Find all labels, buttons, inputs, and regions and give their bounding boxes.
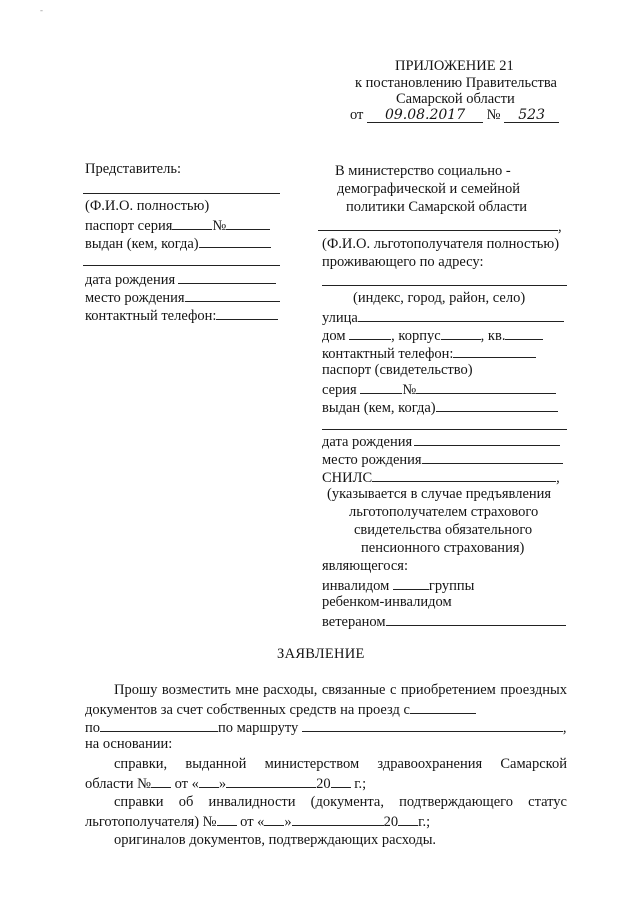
- issued-field: [199, 233, 271, 248]
- series-number-field: [416, 379, 556, 394]
- building-label: , корпус: [391, 328, 441, 344]
- ref2-day-field: [264, 811, 284, 826]
- applicant-series: [322, 379, 556, 399]
- house-field: [349, 325, 391, 340]
- representative-birth-date: [85, 269, 276, 289]
- representative-phone: [85, 305, 278, 325]
- travel-from-field: [410, 699, 476, 714]
- applicant-birth-place-label: место рождения: [322, 452, 422, 468]
- ref2-text: справки об инвалидности (документа, подтверждающего статус: [114, 794, 567, 810]
- appendix-line1: к постановлению Правительства: [355, 75, 557, 91]
- ref1-number-field: [151, 773, 171, 788]
- applicant-house: [322, 325, 543, 345]
- applicant-residing: проживающего по адресу:: [322, 254, 484, 270]
- series-number-label: №: [402, 382, 417, 398]
- applicant-birth-place-field: [422, 449, 563, 464]
- snils-field: [372, 467, 556, 482]
- ref2-month-field: [292, 811, 384, 826]
- street-label: улица: [322, 310, 358, 326]
- ref1-quote: »: [218, 776, 227, 792]
- passport-number-label: №: [212, 218, 227, 234]
- house-label: дом: [322, 328, 346, 344]
- applicant-phone: [322, 343, 536, 363]
- appendix-line2: Самарской области: [396, 91, 515, 107]
- applicant-issued-field: [436, 397, 558, 412]
- representative-issued-line2: [83, 265, 280, 266]
- applicant-disabled: [322, 575, 474, 595]
- ref2-number-label: льготополучателя) №: [85, 814, 217, 830]
- addressee-line1: В министерство социально -: [335, 163, 511, 179]
- representative-passport: [85, 215, 270, 235]
- ref1-line1: [114, 755, 567, 773]
- applicant-phone-label: контактный телефон:: [322, 346, 454, 362]
- applicant-issued-label: выдан (кем, когда): [322, 400, 436, 416]
- representative-name-line: [83, 193, 280, 194]
- snils-note-4: пенсионного страхования): [361, 540, 525, 556]
- representative-birth-place: [85, 287, 280, 307]
- ref2-quote: »: [284, 814, 292, 830]
- number-sign: №: [486, 107, 501, 123]
- snils-note-1: (указывается в случае предъявления: [327, 486, 552, 502]
- ref2-year-field: [398, 811, 418, 826]
- ref1-day-field: [199, 773, 219, 788]
- applicant-birth-date-field: [414, 431, 560, 446]
- street-field: [358, 307, 564, 322]
- address-line: [322, 285, 567, 286]
- ref1-month-field: [226, 773, 316, 788]
- route-comma: ,: [562, 720, 567, 736]
- ref2-year-label: 20: [383, 814, 399, 830]
- appendix-title: ПРИЛОЖЕНИЕ 21: [395, 58, 514, 74]
- ref2-line1: [114, 793, 567, 811]
- para1-text: Прошу возместить мне расходы, связанные с приобретением проездных документов за счет собственных средств на проезд с: [85, 682, 567, 718]
- applicant-passport: паспорт (свидетельство): [322, 362, 473, 378]
- corner-mark: -: [40, 5, 43, 15]
- snils-note-3: свидетельства обязательного: [354, 522, 533, 538]
- ref1-year-field: [331, 773, 351, 788]
- representative-fio-caption: (Ф.И.О. полностью): [85, 198, 210, 214]
- veteran-field: [386, 611, 566, 626]
- ref2-from-label: от «: [240, 814, 265, 830]
- disability-group-field: [393, 575, 429, 590]
- travel-to-field: [100, 717, 218, 732]
- ref1-text: справки, выданной министерством здравоохранения Самарской: [114, 756, 567, 772]
- applicant-street: [322, 307, 564, 327]
- date-handwritten: 09.08.2017: [367, 106, 483, 123]
- applicant-issued: [322, 397, 558, 417]
- applicant-birth-place: [322, 449, 563, 469]
- ref2-number-field: [217, 811, 237, 826]
- ref3: оригиналов документов, подтверждающих расходы.: [114, 832, 437, 848]
- to-label: по: [85, 720, 101, 736]
- birth-date-field: [178, 269, 276, 284]
- statement-route-line: [85, 717, 567, 737]
- ref1-from-label: от «: [174, 776, 199, 792]
- passport-series-field: [172, 215, 212, 230]
- disabled-label: инвалидом: [322, 578, 390, 594]
- addressee-line2: демографической и семейной: [337, 181, 521, 197]
- route-field: [302, 717, 563, 732]
- applicant-birth-date: [322, 431, 560, 451]
- representative-issued: [85, 233, 271, 253]
- applicant-child-disabled: ребенком-инвалидом: [322, 594, 452, 610]
- applicant-birth-date-label: дата рождения: [322, 434, 413, 450]
- appendix-date-line: [350, 106, 559, 124]
- addressee-line3: политики Самарской области: [346, 199, 528, 215]
- phone-field: [216, 305, 278, 320]
- snils-comma: ,: [556, 470, 560, 486]
- phone-label: контактный телефон:: [85, 308, 217, 324]
- ref1-year-label: 20: [316, 776, 331, 792]
- address-caption: (индекс, город, район, село): [353, 290, 526, 306]
- route-label: по маршруту: [218, 720, 299, 736]
- series-label: серия: [322, 382, 357, 398]
- snils-note-2: льготополучателем страхового: [349, 504, 539, 520]
- date-prefix: от: [350, 107, 364, 123]
- applicant-being: являющегося:: [322, 558, 408, 574]
- statement-basis: на основании:: [85, 736, 173, 752]
- statement-para1: [85, 681, 567, 719]
- representative-label: Представитель:: [85, 161, 181, 177]
- group-label: группы: [428, 578, 475, 594]
- birth-place-field: [185, 287, 280, 302]
- applicant-phone-field: [453, 343, 536, 358]
- veteran-label: ветераном: [322, 614, 386, 630]
- applicant-name-field: [318, 216, 558, 231]
- ref1-g: г.;: [354, 776, 367, 792]
- applicant-snils: [322, 467, 560, 487]
- apartment-field: [505, 325, 543, 340]
- applicant-name-line: [318, 216, 562, 236]
- apartment-label: , кв.: [480, 328, 506, 344]
- passport-series-label: паспорт серия: [85, 218, 173, 234]
- applicant-veteran: [322, 611, 566, 631]
- applicant-issued-line2: [322, 429, 567, 430]
- passport-number-field: [226, 215, 270, 230]
- birth-date-label: дата рождения: [85, 272, 176, 288]
- ref2-g: г.;: [418, 814, 431, 830]
- statement-title: ЗАЯВЛЕНИЕ: [277, 646, 365, 662]
- snils-label: СНИЛС: [322, 470, 373, 486]
- number-handwritten: 523: [504, 106, 559, 123]
- ref1-number-label: области №: [85, 776, 151, 792]
- ref2-line2: [85, 811, 430, 831]
- issued-label: выдан (кем, когда): [85, 236, 199, 252]
- birth-place-label: место рождения: [85, 290, 185, 306]
- building-field: [441, 325, 481, 340]
- ref1-line2: [85, 773, 366, 793]
- applicant-name-comma: ,: [558, 219, 562, 235]
- applicant-fio-caption: (Ф.И.О. льготополучателя полностью): [322, 236, 560, 252]
- series-field: [360, 379, 402, 394]
